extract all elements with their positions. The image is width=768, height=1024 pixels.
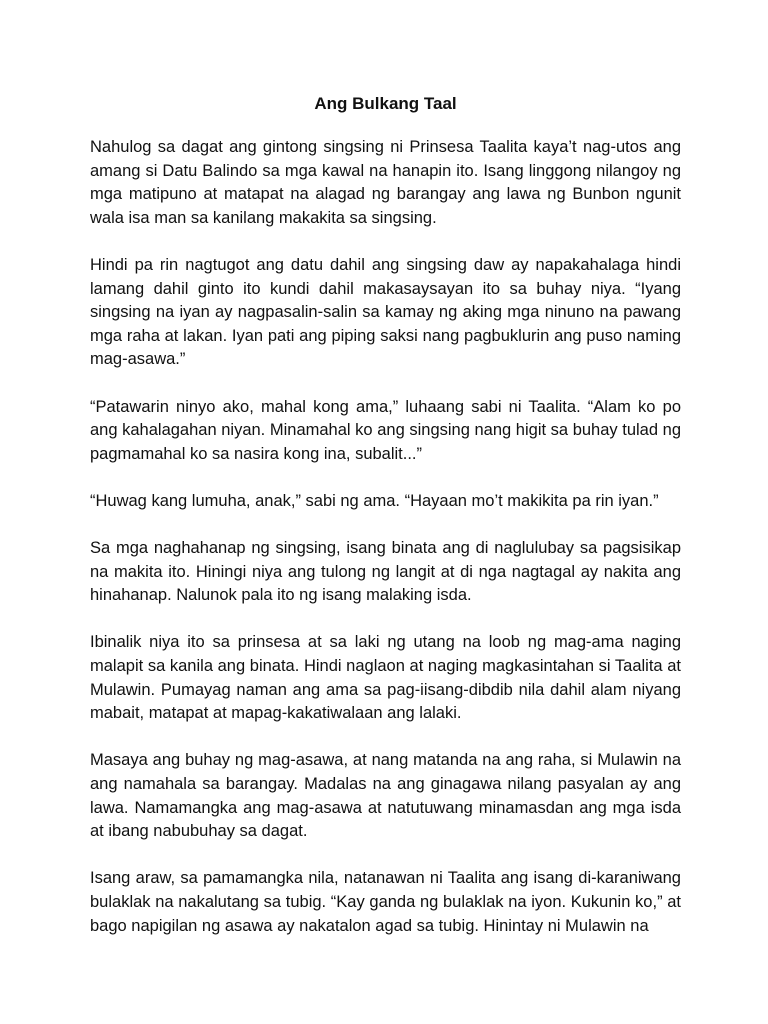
document-title: Ang Bulkang Taal <box>314 94 457 113</box>
paragraph-3: “Patawarin ninyo ako, mahal kong ama,” luhaang sabi ni Taalita. “Alam ko po ang kahalagahan niyan. Minamahal ko ang singsing nang higit sa buhay tulad ng pagmamahal ko sa nasira kong ina, subalit...” <box>90 397 681 463</box>
document-page <box>90 92 681 962</box>
paragraph-4: “Huwag kang lumuha, anak,” sabi ng ama. “Hayaan mo’t makikita pa rin iyan.” <box>90 491 659 510</box>
paragraph-2: Hindi pa rin nagtugot ang datu dahil ang singsing daw ay napakahalaga hindi lamang dahil ginto ito kundi dahil makasaysayan ito sa buhay niya. “Iyang singsing na iyan ay nagpasalin-salin sa kamay ng aking mga ninuno na pawang mga raha at lakan. Iyan pati ang piping saksi nang pagbuklurin ang puso naming mag-asawa.” <box>90 255 681 369</box>
paragraph-8: Isang araw, sa pamamangka nila, natanawan ni Taalita ang isang di-karaniwang bulaklak na nakalutang sa tubig. “Kay ganda ng bulaklak na iyon. Kukunin ko,” at bago napigilan ng asawa ay nakatalon agad sa tubig. Hinintay ni Mulawin na <box>90 869 681 935</box>
paragraph-6: Ibinalik niya ito sa prinsesa at sa laki ng utang na loob ng mag-ama naging malapit sa kanila ang binata. Hindi naglaon at naging magkasintahan si Taalita at Mulawin. Pumayag naman ang ama sa pag-iisang-dibdib nila dahil alam niyang mabait, matapat at mapag-kakatiwalaan ang lalaki. <box>90 633 681 723</box>
paragraph-1: Nahulog sa dagat ang gintong singsing ni Prinsesa Taalita kaya’t nag-utos ang amang si Datu Balindo sa mga kawal na hanapin ito. Isang linggong nilangoy ng mga matipuno at matapat na alagad ng barangay ang lawa ng Bunbon ngunit wala isa man sa kanilang makakita sa singsing. <box>90 138 681 227</box>
paragraph-7: Masaya ang buhay ng mag-asawa, at nang matanda na ang raha, si Mulawin na ang namahala sa barangay. Madalas na ang ginagawa nilang pasyalan ay ang lawa. Namamangka ang mag-asawa at natutuwang minamasdan ang mga isda at ibang nabubuhay sa dagat. <box>90 751 681 841</box>
paragraph-5: Sa mga naghahanap ng singsing, isang binata ang di naglulubay sa pagsisikap na makita ito. Hiningi niya ang tulong ng langit at di nga nagtagal ay nakita ang hinahanap. Nalunok pala ito ng isang malaking isda. <box>90 539 681 605</box>
